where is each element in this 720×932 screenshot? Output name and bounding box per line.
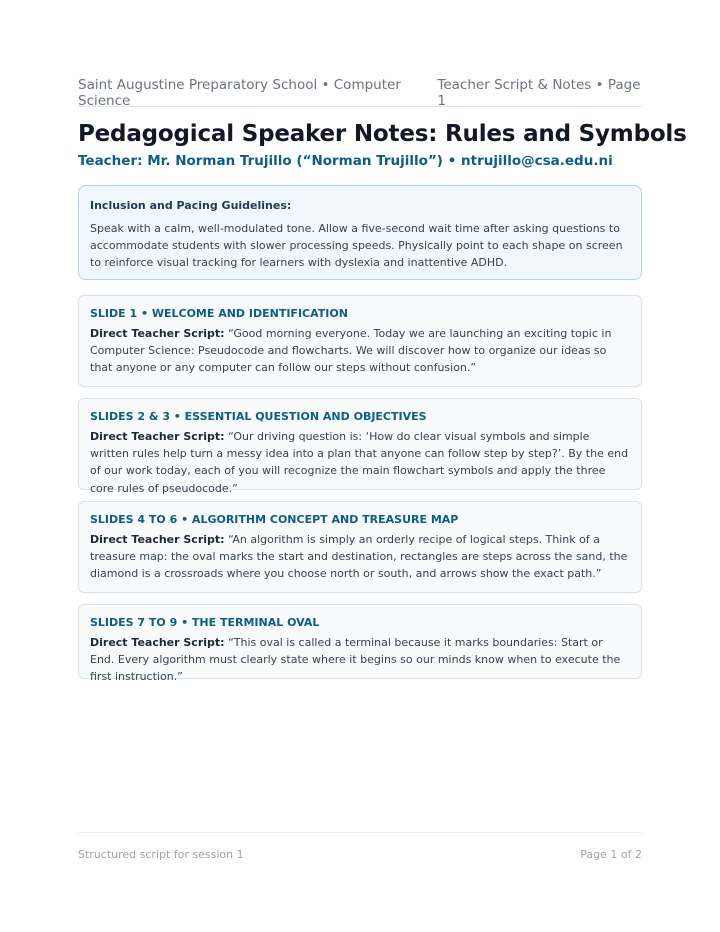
card-title: SLIDE 1 • WELCOME AND IDENTIFICATION	[90, 307, 348, 320]
teacher-line: Teacher: Mr. Norman Trujillo (“Norman Trujillo”) • ntrujillo@csa.edu.ni	[78, 153, 613, 169]
header-page-label: Teacher Script & Notes • Page 1	[437, 77, 641, 109]
callout-text: Speak with a calm, well-modulated tone. Allow a five-second wait time after asking questions to accommodate students with slower processing speeds. Physically point to each shape on screen to reinforce visual tracking for learners with dyslexia and inattentive ADHD.	[90, 222, 623, 270]
card-title: SLIDES 2 & 3 • ESSENTIAL QUESTION AND OBJECTIVES	[90, 410, 427, 423]
script-label: Direct Teacher Script:	[90, 327, 225, 340]
script-label: Direct Teacher Script:	[90, 430, 225, 443]
script-text: “This oval is called a terminal because it marks boundaries: Start or End. Every algorithm must clearly state where it begins so our minds know when to execute the first instruction.”	[90, 636, 621, 684]
slide-card-3	[78, 501, 642, 593]
page-header	[78, 77, 642, 107]
script-label: Direct Teacher Script:	[90, 636, 225, 649]
script-label: Direct Teacher Script:	[90, 533, 225, 546]
card-title: SLIDES 4 TO 6 • ALGORITHM CONCEPT AND TREASURE MAP	[90, 513, 459, 526]
footer-page-number: Page 1 of 2	[580, 848, 642, 861]
header-school: Saint Augustine Preparatory School • Computer Science	[78, 77, 401, 109]
card-text	[90, 325, 630, 377]
inclusion-callout	[78, 185, 642, 280]
script-text: “Our driving question is: ‘How do clear visual symbols and simple written rules help turn a messy idea into a plan that anyone can follow step by step?’. By the end of our work today, each of you will recognize the main flowchart symbols and apply the three core rules of pseudocode.”	[90, 430, 629, 495]
page-footer	[78, 832, 642, 861]
card-text	[90, 634, 630, 686]
card-title: SLIDES 7 TO 9 • THE TERMINAL OVAL	[90, 616, 320, 629]
page-title: Pedagogical Speaker Notes: Rules and Symbols	[78, 121, 687, 147]
slide-card-2	[78, 398, 642, 495]
callout-title: Inclusion and Pacing Guidelines:	[90, 199, 292, 212]
footer-session: Structured script for session 1	[78, 848, 244, 861]
slide-card-1	[78, 295, 642, 387]
card-text	[90, 428, 630, 497]
script-text: “An algorithm is simply an orderly recipe of logical steps. Think of a treasure map: the oval marks the start and destination, rectangles are steps across the sand, the diamond is a crossroads where you choose north or south, and arrows show the exact path.”	[90, 533, 628, 581]
card-text	[90, 531, 630, 583]
script-text: “Good morning everyone. Today we are launching an exciting topic in Computer Science: Pseudocode and flowcharts. We will discover how to organize our ideas so that anyone or any computer can follow our steps without confusion.”	[90, 327, 612, 375]
slide-card-4	[78, 604, 642, 684]
